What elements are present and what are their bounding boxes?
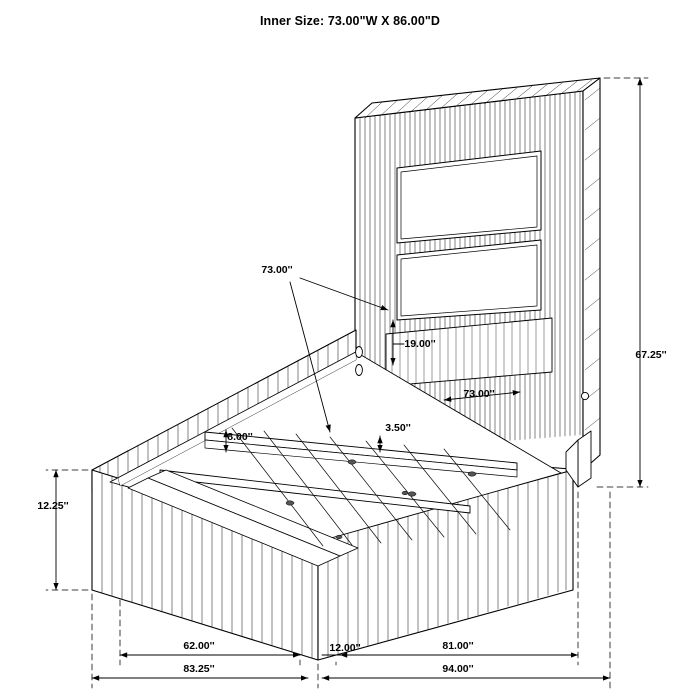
- dimension-label-rail-height: 12.25'': [37, 500, 69, 512]
- dimension-label-side-length: 81.00'': [442, 640, 474, 652]
- dimension-label-headboard-height: 67.25'': [635, 349, 667, 361]
- dimension-label-overall-length: 94.00'': [442, 663, 474, 675]
- dimension-label-slat-width: 3.50'': [385, 422, 411, 434]
- dimension-label-inner-width-upper: 73.00'': [261, 264, 293, 276]
- dimension-label-inner-width-lower: 73.00'': [463, 388, 495, 400]
- dimension-label-headboard-panel-height: 19.00'': [404, 338, 436, 350]
- dimension-label-front-depth: 62.00'': [183, 640, 215, 652]
- page-title: Inner Size: 73.00"W X 86.00"D: [259, 14, 441, 28]
- dimension-label-overall-depth: 83.25'': [183, 663, 215, 675]
- dimension-label-center-support-height: 8.00'': [227, 431, 253, 443]
- dimension-label-footboard-thickness: 12.00'': [329, 642, 361, 654]
